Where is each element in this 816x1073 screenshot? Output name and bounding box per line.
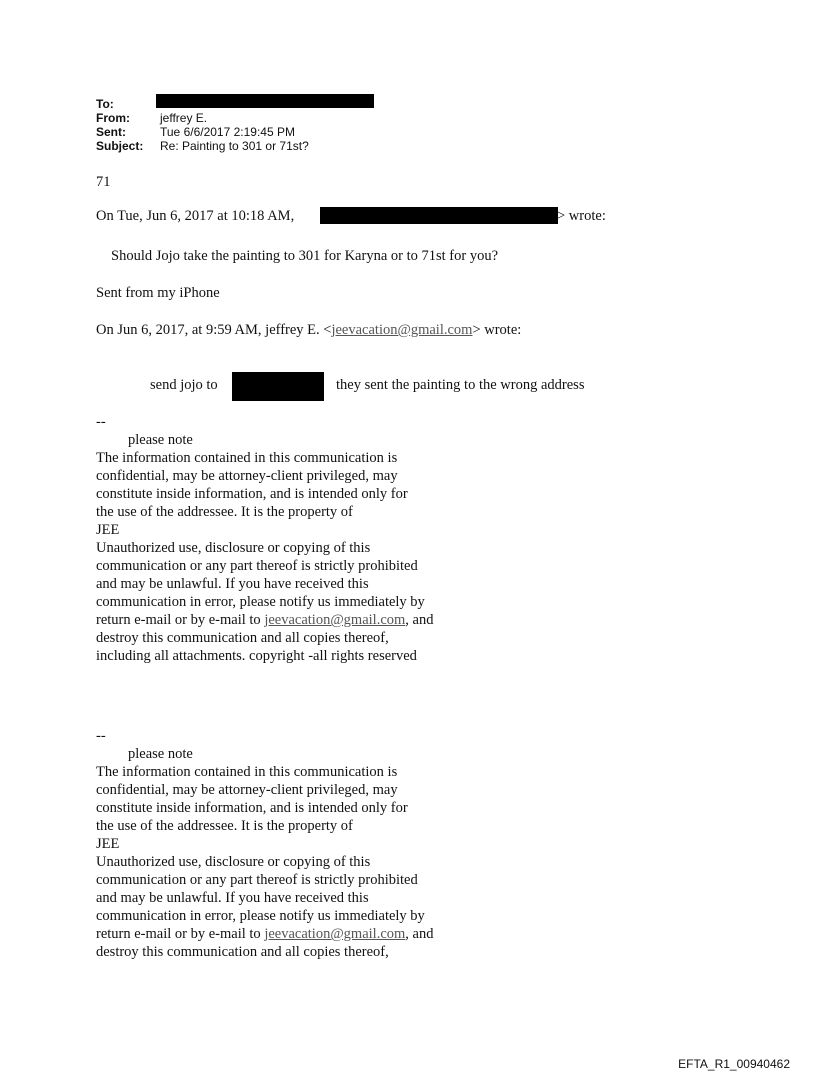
- disclaimer-line: The information contained in this communication is: [96, 450, 398, 466]
- quote2-text-b: they sent the painting to the wrong address: [336, 377, 585, 393]
- disclaimer-separator: --: [96, 728, 106, 744]
- email-suffix: , and: [405, 926, 434, 942]
- quote1-text: Should Jojo take the painting to 301 for Karyna or to 71st for you?: [111, 248, 499, 264]
- disclaimer-email-link[interactable]: jeevacation@gmail.com: [264, 926, 406, 942]
- quote1-suffix: > wrote:: [557, 208, 606, 224]
- disclaimer-line: communication or any part thereof is strictly prohibited: [96, 558, 418, 574]
- disclaimer-line: the use of the addressee. It is the property of: [96, 818, 353, 834]
- disclaimer-line: communication in error, please notify us immediately by: [96, 594, 425, 610]
- redaction-address: [232, 372, 324, 401]
- disclaimer-line: JEE: [96, 522, 120, 538]
- disclaimer-email-link[interactable]: jeevacation@gmail.com: [264, 612, 406, 628]
- disclaimer-line: destroy this communication and all copies thereof,: [96, 630, 389, 646]
- quote2-email-link[interactable]: jeevacation@gmail.com: [331, 322, 473, 338]
- disclaimer-line: constitute inside information, and is intended only for: [96, 486, 408, 502]
- disclaimer-separator: --: [96, 414, 106, 430]
- from-value: jeffrey E.: [160, 111, 208, 125]
- quote2-suffix: > wrote:: [472, 322, 522, 338]
- email-prefix: return e-mail or by e-mail to: [96, 612, 265, 628]
- disclaimer-line: The information contained in this communication is: [96, 764, 398, 780]
- disclaimer-note: please note: [128, 746, 193, 762]
- disclaimer-line: and may be unlawful. If you have received this: [96, 576, 369, 592]
- disclaimer-line: JEE: [96, 836, 120, 852]
- sent-label: Sent:: [96, 125, 126, 139]
- disclaimer-line: communication or any part thereof is strictly prohibited: [96, 872, 418, 888]
- reply-text: 71: [96, 174, 111, 190]
- quote2-attribution: [96, 322, 521, 339]
- quote2-text-a: send jojo to: [150, 377, 218, 393]
- disclaimer-line: confidential, may be attorney-client privileged, may: [96, 468, 398, 484]
- disclaimer-line: the use of the addressee. It is the property of: [96, 504, 353, 520]
- redaction-quote1-sender: [320, 207, 558, 224]
- to-label: To:: [96, 97, 114, 111]
- disclaimer-email-line: [96, 925, 433, 943]
- disclaimer-line: including all attachments. copyright -all rights reserved: [96, 648, 417, 664]
- disclaimer-line: destroy this communication and all copies thereof,: [96, 944, 389, 960]
- disclaimer-line: Unauthorized use, disclosure or copying of this: [96, 540, 371, 556]
- disclaimer-line: and may be unlawful. If you have received this: [96, 890, 369, 906]
- quote1-prefix: On Tue, Jun 6, 2017 at 10:18 AM,: [96, 208, 295, 224]
- disclaimer-line: Unauthorized use, disclosure or copying of this: [96, 854, 371, 870]
- redaction-to: [156, 94, 374, 108]
- email-suffix: , and: [405, 612, 434, 628]
- disclaimer-line: confidential, may be attorney-client privileged, may: [96, 782, 398, 798]
- document-id: EFTA_R1_00940462: [678, 1057, 790, 1071]
- sent-from-text: Sent from my iPhone: [96, 285, 220, 301]
- email-prefix: return e-mail or by e-mail to: [96, 926, 265, 942]
- subject-label: Subject:: [96, 139, 144, 153]
- sent-value: Tue 6/6/2017 2:19:45 PM: [160, 125, 295, 139]
- disclaimer-line: communication in error, please notify us immediately by: [96, 908, 425, 924]
- subject-value: Re: Painting to 301 or 71st?: [160, 139, 309, 153]
- disclaimer-note: please note: [128, 432, 193, 448]
- disclaimer-line: constitute inside information, and is intended only for: [96, 800, 408, 816]
- quote2-prefix: On Jun 6, 2017, at 9:59 AM, jeffrey E. <: [96, 322, 332, 338]
- disclaimer-email-line: [96, 611, 433, 629]
- from-label: From:: [96, 111, 130, 125]
- disclaimer-2: [96, 727, 433, 961]
- quote1-attribution: [96, 208, 294, 225]
- disclaimer-1: [96, 413, 433, 665]
